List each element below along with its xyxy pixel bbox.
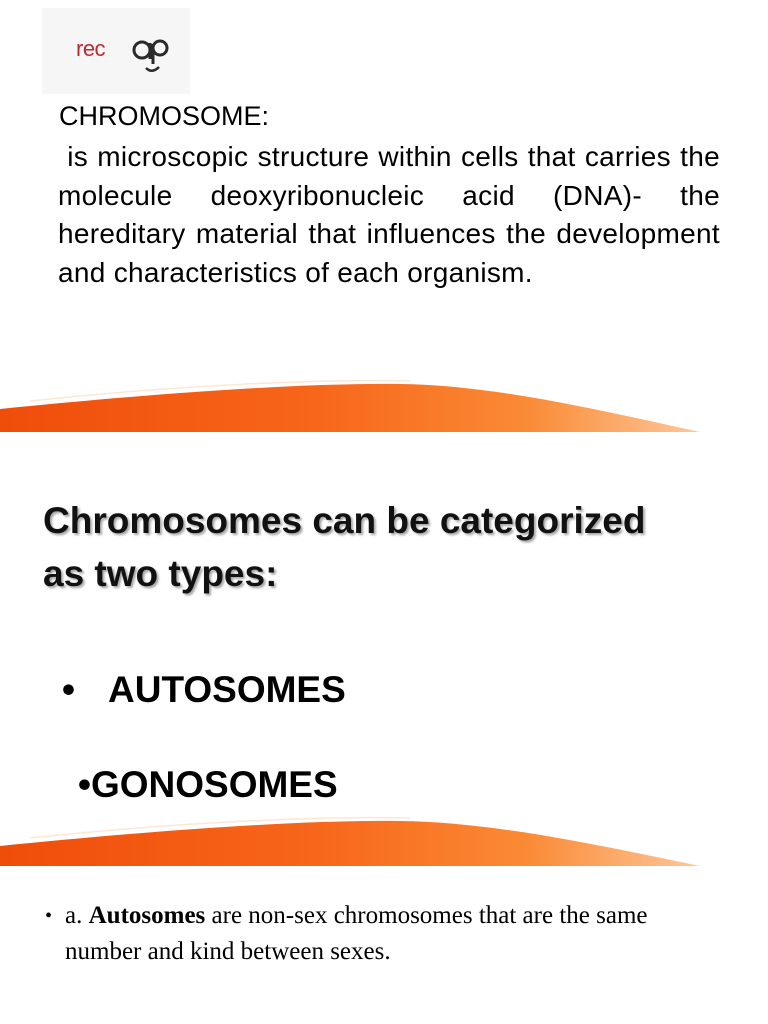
type-label: AUTOSOMES xyxy=(108,669,346,710)
bullet-icon: • xyxy=(78,764,91,805)
recap-logo xyxy=(42,8,190,94)
definition-line xyxy=(45,898,735,934)
chromosome-types-heading: Chromosomes can be categorized as two types: xyxy=(43,500,646,594)
logo-text: rec xyxy=(76,36,106,61)
bullet-icon: • xyxy=(45,905,53,927)
orange-swoosh-divider xyxy=(0,812,768,870)
bullet-icon: • xyxy=(62,669,75,710)
chromosome-title: CHROMOSOME: xyxy=(59,101,270,131)
type-item-gonosomes xyxy=(78,764,338,806)
item-prefix: a. xyxy=(65,902,89,929)
type-label: GONOSOMES xyxy=(90,764,338,805)
orange-swoosh-divider xyxy=(0,375,768,437)
definition-line-3: number and kind between sexes. xyxy=(65,938,391,965)
definition-rest: are non-sex chromosomes that are the same xyxy=(205,902,648,929)
logo-ap-mark-icon xyxy=(132,34,172,78)
chromosome-definition-text: is microscopic structure within cells that carries the molecule deoxyribonucleic acid (DNA)- the hereditary material that influences the development and characteristics of each organism. xyxy=(58,141,729,288)
term-autosomes: Autosomes xyxy=(88,902,206,929)
slide-chromosome-definition xyxy=(0,0,768,440)
autosomes-definition xyxy=(45,898,735,970)
slide-chromosome-types xyxy=(0,440,768,870)
slide-autosomes-definition xyxy=(0,870,768,1024)
type-item-autosomes xyxy=(62,669,346,711)
